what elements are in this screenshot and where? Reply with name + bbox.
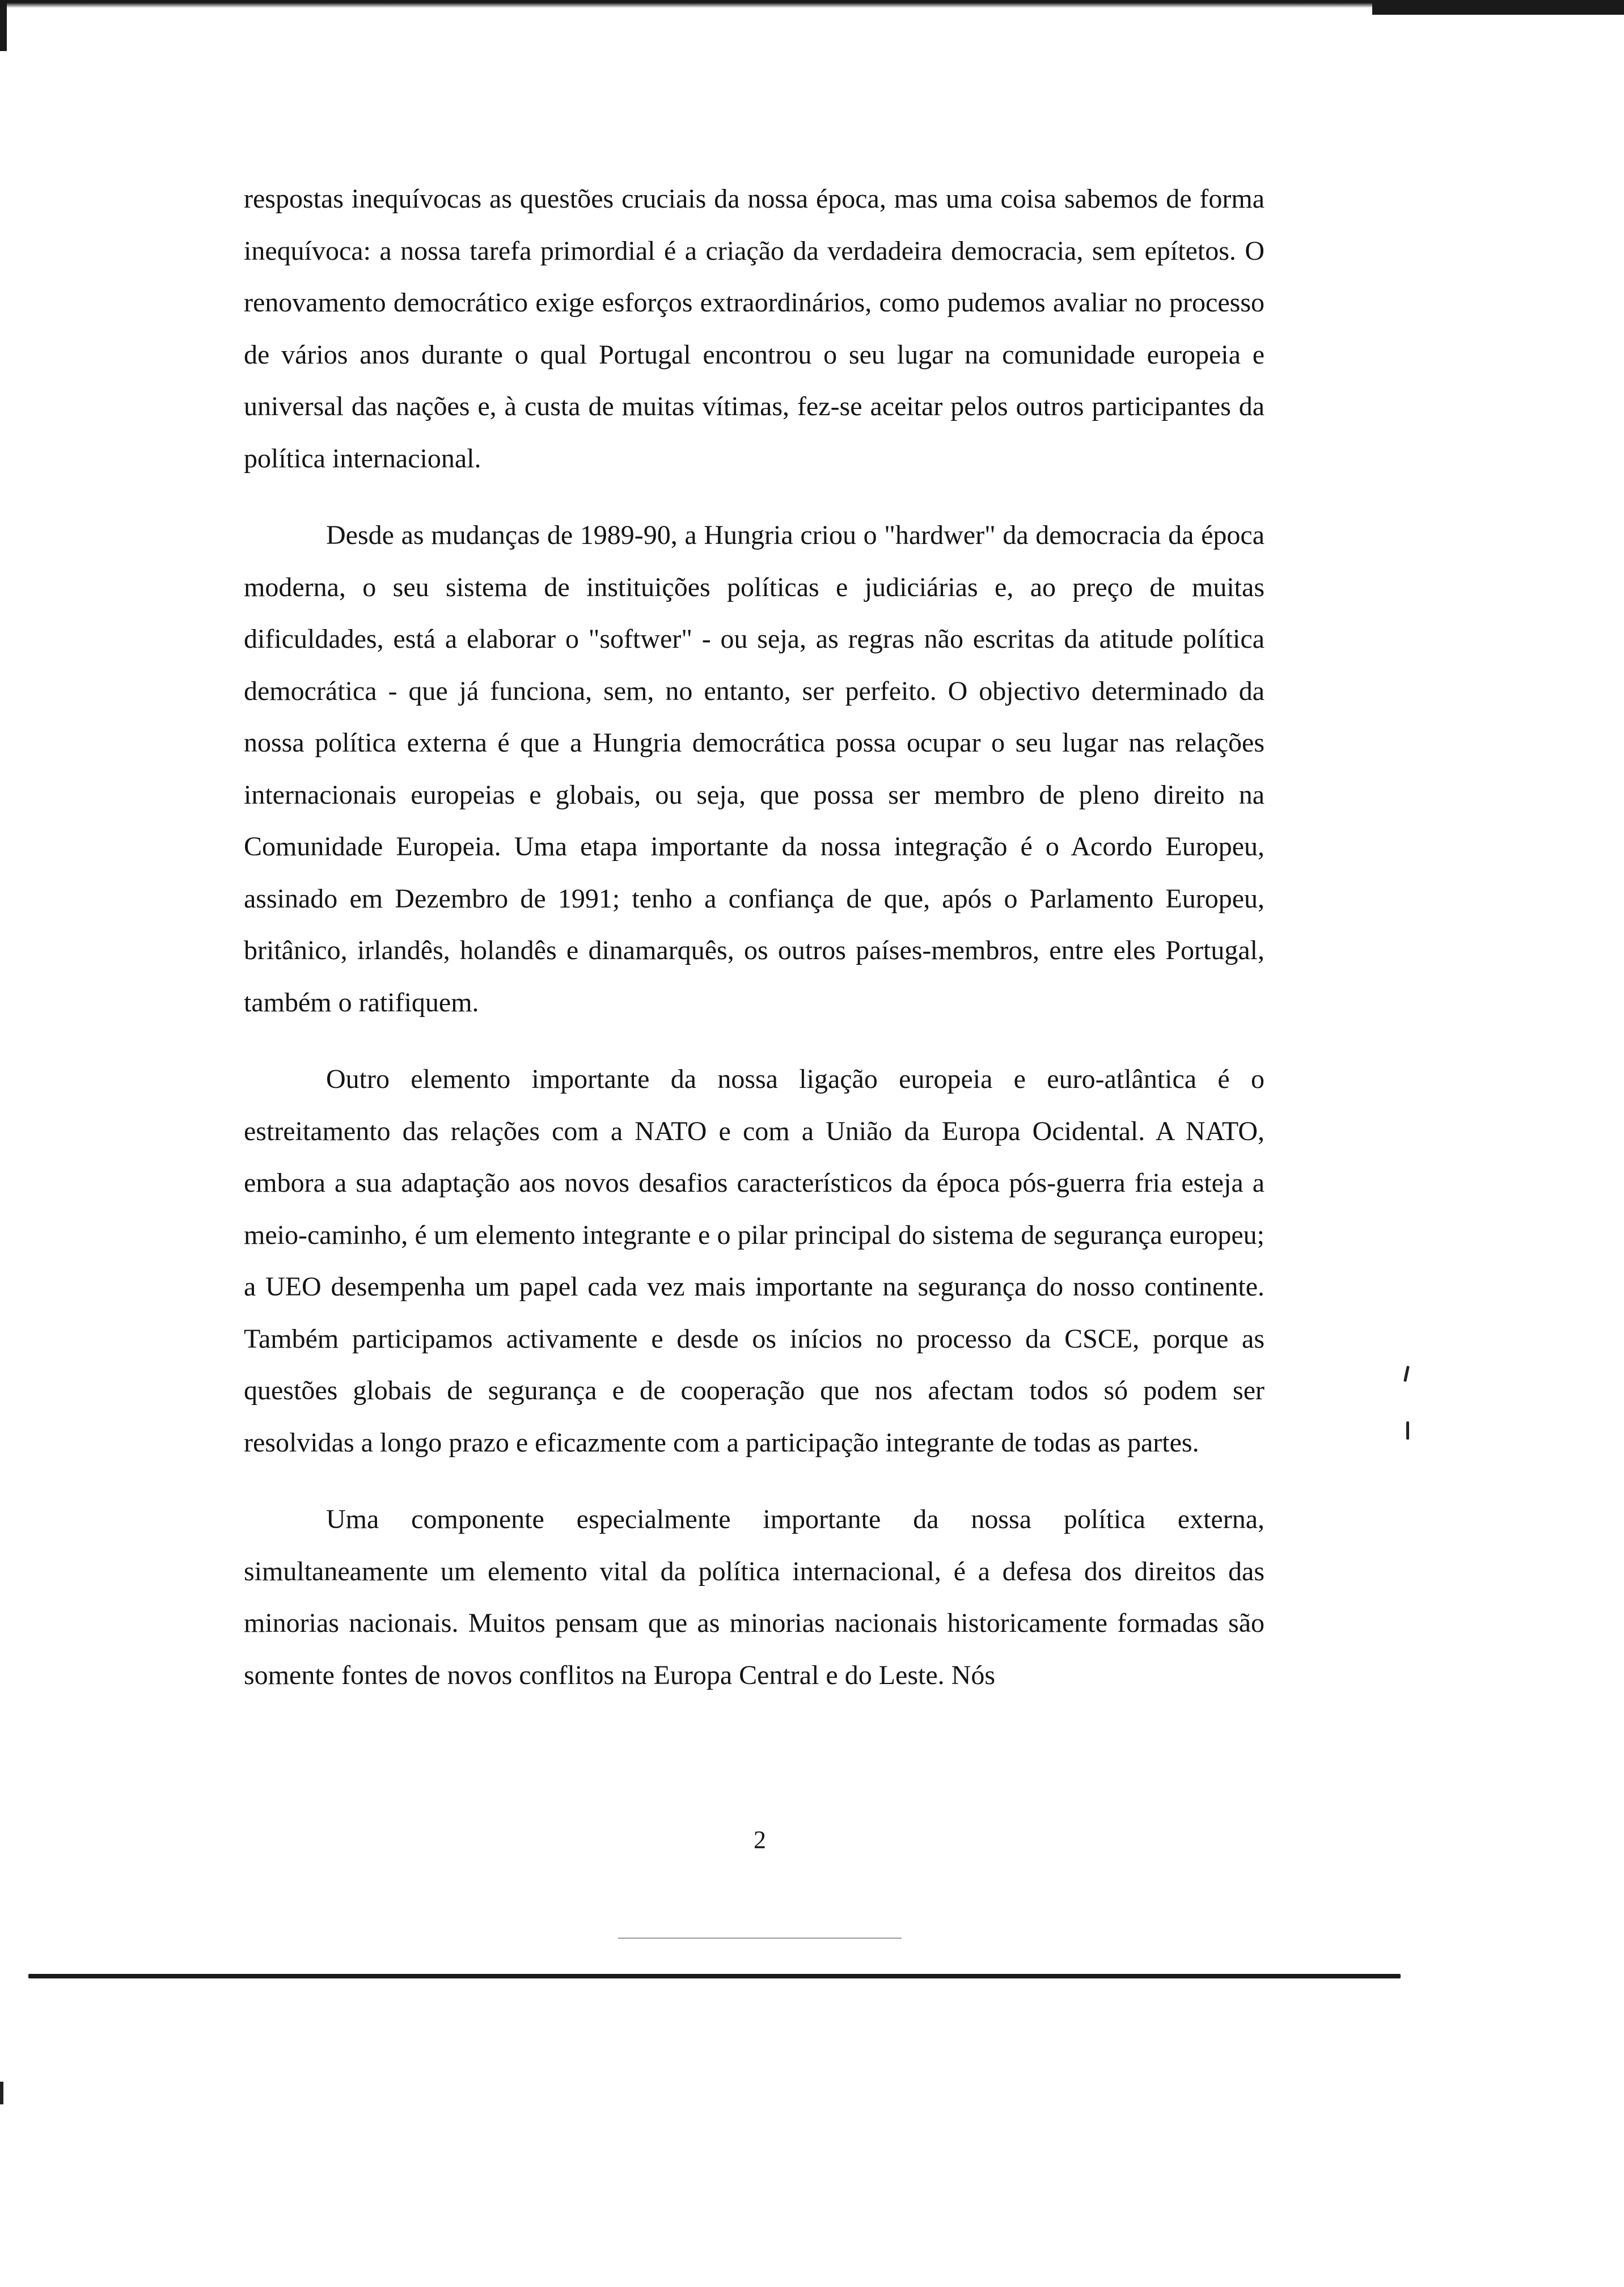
bottom-rule xyxy=(28,1974,1401,1978)
scan-edge-top-right xyxy=(1372,0,1624,15)
stray-mark xyxy=(1403,1366,1410,1382)
body-text xyxy=(244,173,1264,1701)
scan-edge-left-bottom xyxy=(0,2082,3,2104)
paragraph: Uma componente especialmente importante da nossa política externa, simultaneamente um elemento vital da política internacional, é a defesa dos direitos das minorias nacionais. Muitos pensam que as minorias nacionais historicamente formadas são somente fontes de novos conflitos na Europa Central e do Leste. Nós xyxy=(244,1504,1264,1690)
paragraph: respostas inequívocas as questões cruciais da nossa época, mas uma coisa sabemos de forma inequívoca: a nossa tarefa primordial é a criação da verdadeira democracia, sem epítetos. O renovamento democrático exige esforços extraordinários, como pudemos avaliar no processo de vários anos durante o qual Portugal encontrou o seu lugar na comunidade europeia e universal das nações e, à custa de muitas vítimas, fez-se aceitar pelos outros participantes da política internacional. xyxy=(244,184,1264,474)
stray-mark xyxy=(1406,1421,1409,1440)
scan-edge-left xyxy=(0,0,7,51)
page-number: 2 xyxy=(754,1826,766,1854)
paragraph: Outro elemento importante da nossa ligação europeia e euro-atlântica é o estreitamento das relações com a NATO e com a União da Europa Ocidental. A NATO, embora a sua adaptação aos novos desafios característicos da época pós-guerra fria esteja a meio-caminho, é um elemento integrante e o pilar principal do sistema de segurança europeu; a UEO desempenha um papel cada vez mais importante na segurança do nosso continente. Também participamos activamente e desde os inícios no processo da CSCE, porque as questões globais de segurança e de cooperação que nos afectam todos só podem ser resolvidas a longo prazo e eficazmente com a participação integrante de todas as partes. xyxy=(244,1064,1264,1458)
faint-divider xyxy=(618,1938,902,1939)
paragraph: Desde as mudanças de 1989-90, a Hungria criou o "hardwer" da democracia da época moderna, o seu sistema de instituições políticas e judiciárias e, ao preço de muitas dificuldades, está a elaborar o "softwer" - ou seja, as regras não escritas da atitude política democrática - que já funciona, sem, no entanto, ser perfeito. O objectivo determinado da nossa política externa é que a Hungria democrática possa ocupar o seu lugar nas relações internacionais europeias e globais, ou seja, que possa ser membro de pleno direito na Comunidade Europeia. Uma etapa importante da nossa integração é o Acordo Europeu, assinado em Dezembro de 1991; tenho a confiança de que, após o Parlamento Europeu, britânico, irlandês, holandês e dinamarquês, os outros países-membros, entre eles Portugal, também o ratifiquem. xyxy=(244,520,1264,1018)
